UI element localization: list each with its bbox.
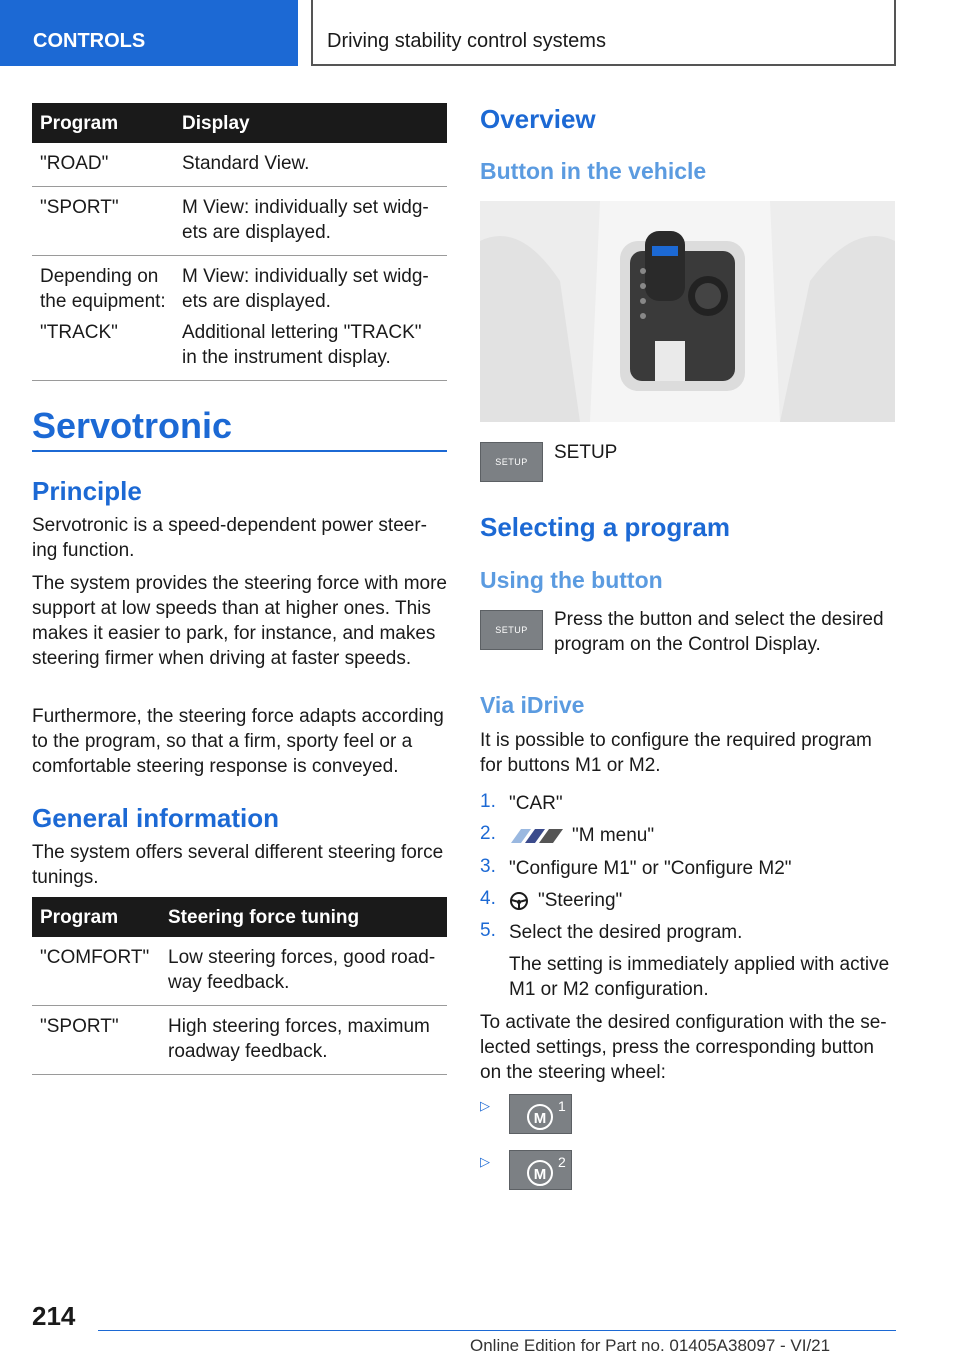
table-cell: Depending on the equipment: <box>40 266 166 312</box>
heading-rule <box>32 450 447 452</box>
m-logo-icon <box>509 827 565 845</box>
display-program-table <box>32 103 447 381</box>
table-header: Steering force tuning <box>160 897 447 937</box>
table-cell: "SPORT" <box>32 187 174 256</box>
step-number: 4. <box>480 888 496 909</box>
section-label: CONTROLS <box>33 30 146 52</box>
step-text: "Steering" <box>538 890 623 911</box>
steering-wheel-icon <box>509 891 529 911</box>
bullet-icon: ▷ <box>480 1098 490 1113</box>
table-header: Program <box>32 103 174 143</box>
table-row <box>32 187 447 256</box>
paragraph: Furthermore, the steering force adapts according to the program, so that a firm, sporty feel or a comfortable steering response is conveyed. <box>32 706 444 777</box>
svg-text:1: 1 <box>558 1098 566 1114</box>
paragraph: Servotronic is a speed-dependent power steer‐ing function. <box>32 515 428 561</box>
table-cell: Low steering forces, good road‐way feedback. <box>160 937 447 1006</box>
table-row <box>32 1006 447 1075</box>
setup-button-icon: SETUP <box>480 442 543 482</box>
step-text: "Configure M1" or "Configure M2" <box>509 858 792 879</box>
setup-button-icon: SETUP <box>480 610 543 650</box>
table-cell: "COMFORT" <box>32 937 160 1006</box>
table-cell: "SPORT" <box>32 1006 160 1075</box>
step-text: "CAR" <box>509 793 563 814</box>
paragraph: The system offers several different steering force tunings. <box>32 842 444 888</box>
m2-button-icon <box>509 1150 572 1190</box>
selecting-heading: Selecting a program <box>480 512 730 542</box>
table-cell: "TRACK" <box>40 322 118 343</box>
chapter-header <box>311 0 896 66</box>
m1-button-icon <box>509 1094 572 1134</box>
section-heading: Servotronic <box>32 405 233 446</box>
table-cell: Standard View. <box>174 143 447 187</box>
step-number: 5. <box>480 920 496 941</box>
table-header: Display <box>174 103 447 143</box>
bullet-icon: ▷ <box>480 1154 490 1169</box>
step-number: 1. <box>480 791 496 812</box>
paragraph: Press the button and select the desired program on the Control Display. <box>554 609 884 655</box>
step-text: Select the desired program. <box>509 922 743 943</box>
setup-label: SETUP <box>554 442 618 463</box>
overview-heading: Overview <box>480 104 596 134</box>
gear-selector-photo <box>480 201 895 422</box>
svg-text:M: M <box>533 1166 547 1183</box>
svg-text:2: 2 <box>558 1154 566 1170</box>
footer-rule <box>98 1330 896 1331</box>
table-cell: High steering forces, maximum roadway feedback. <box>160 1006 447 1075</box>
idrive-heading: Via iDrive <box>480 692 585 718</box>
steering-tuning-table <box>32 897 447 1075</box>
button-heading: Button in the vehicle <box>480 158 707 184</box>
table-row <box>32 937 447 1006</box>
chapter-title: Driving stability control systems <box>327 30 606 52</box>
step-number: 3. <box>480 856 496 877</box>
paragraph: To activate the desired configuration with the se‐lected settings, press the corresponding button on the steering wheel: <box>480 1012 887 1083</box>
paragraph: It is possible to configure the required program for buttons M1 or M2. <box>480 730 872 776</box>
step-number: 2. <box>480 823 496 844</box>
subheading-general: General information <box>32 803 280 833</box>
table-cell: Additional lettering "TRACK" in the instrument display. <box>182 322 422 368</box>
svg-text:M: M <box>533 1110 547 1127</box>
table-cell: M View: individually set widg‐ets are displayed. <box>182 266 429 312</box>
table-header: Program <box>32 897 160 937</box>
table-row <box>32 143 447 187</box>
section-tab <box>0 0 298 66</box>
step-text: "M menu" <box>572 825 655 846</box>
footer-edition: Online Edition for Part no. 01405A38097 - VI/21 <box>470 1336 831 1355</box>
table-row <box>32 256 447 381</box>
page-number: 214 <box>32 1301 76 1331</box>
subheading-principle: Principle <box>32 476 142 506</box>
using-button-heading: Using the button <box>480 567 663 593</box>
step-detail: The setting is immediately applied with active M1 or M2 configuration. <box>509 954 890 1000</box>
table-cell: "ROAD" <box>32 143 174 187</box>
table-cell: M View: individually set widg‐ets are displayed. <box>174 187 447 256</box>
paragraph: The system provides the steering force with more support at low speeds than at higher ones. This makes it easier to park, for instance, and makes steering firmer when driving at faster speeds. <box>32 573 448 669</box>
